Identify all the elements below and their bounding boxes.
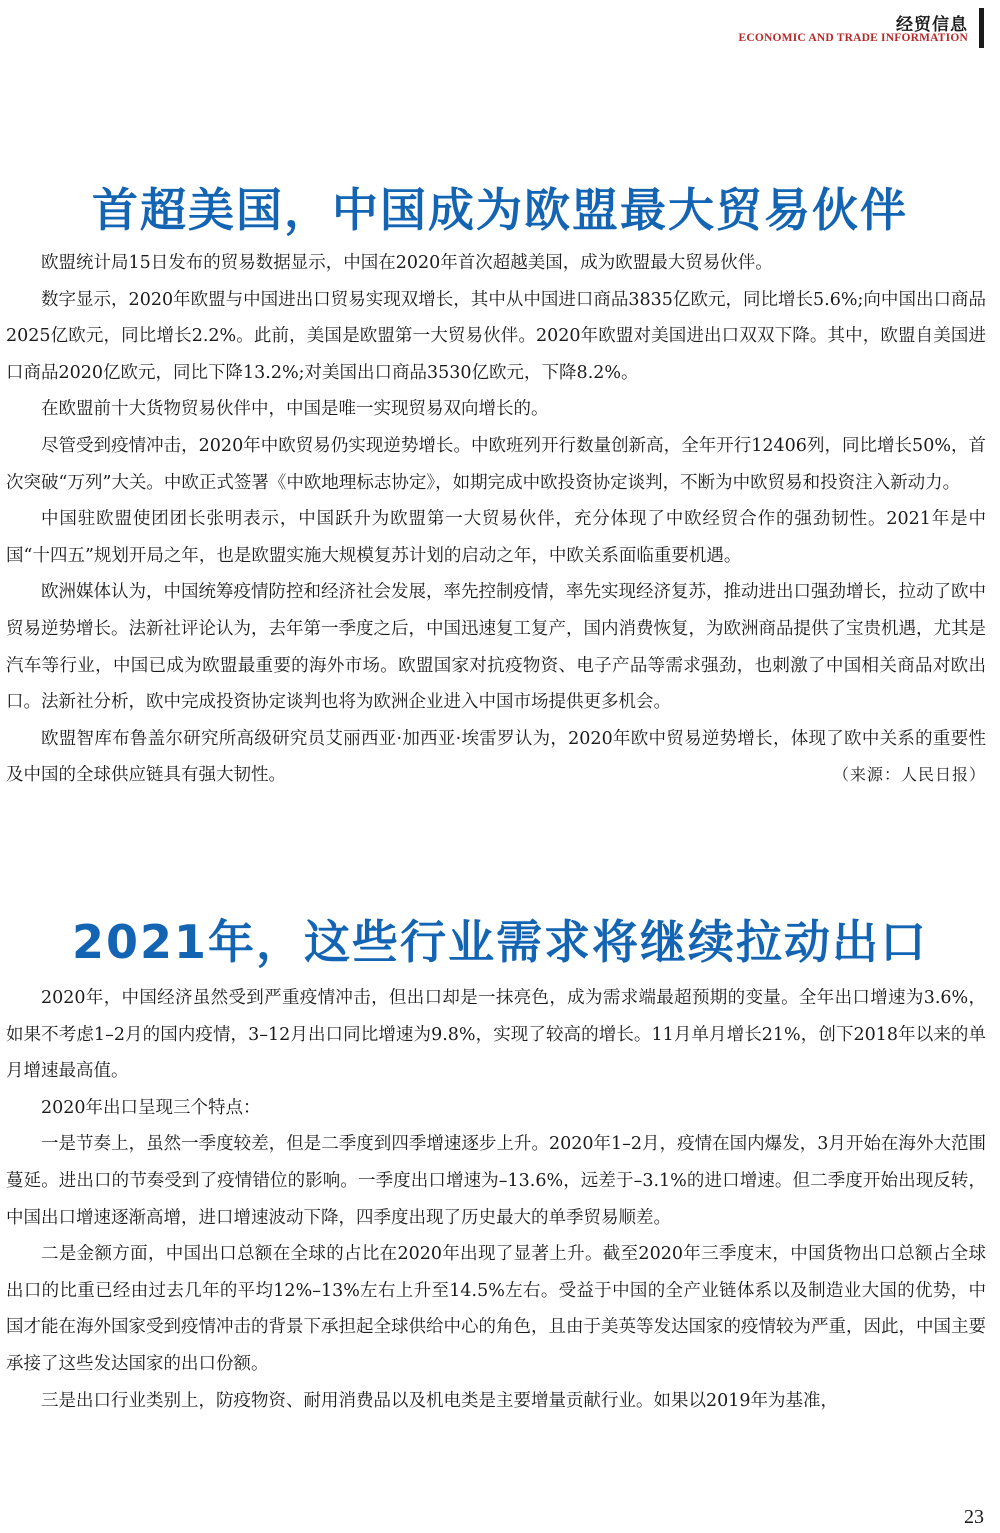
section-title-cn: 经贸信息	[896, 15, 968, 35]
article2-paragraph: 一是节奏上，虽然一季度较差，但是二季度到四季增速逐步上升。2020年1–2月，疫情在国内爆发，3月开始在海外大范围蔓延。进出口的节奏受到了疫情错位的影响。一季度出口增速为–13.6%，远差于–3.1%的进口增速。但二季度开始出现反转，中国出口增速逐渐高增，进口增速波动下降，四季度出现了历史最大的单季贸易顺差。	[6, 1134, 986, 1228]
article2-paragraph: 三是出口行业类别上，防疫物资、耐用消费品以及机电类是主要增量贡献行业。如果以2019年为基准，	[41, 1390, 839, 1411]
article1-source: （来源：人民日报）	[832, 765, 986, 785]
article2-paragraph: 2020年出口呈现三个特点：	[41, 1097, 261, 1118]
page-number: 23	[964, 1506, 984, 1528]
article2-body	[6, 980, 986, 1419]
article1-title: 首超美国，中国成为欧盟最大贸易伙伴	[92, 183, 908, 237]
article2-paragraph: 二是金额方面，中国出口总额在全球的占比在2020年出现了显著上升。截至2020年三季度末，中国货物出口总额占全球出口的比重已经由过去几年的平均12%–13%左右上升至14.5%左右。受益于中国的全产业链体系以及制造业大国的优势，中国才能在海外国家受到疫情冲击的背景下承担起全球供给中心的角色，且由于美英等发达国家的疫情较为严重，因此，中国主要承接了这些发达国家的出口份额。	[6, 1244, 986, 1374]
header-divider-bar	[979, 8, 984, 48]
article2-title: 2021年，这些行业需求将继续拉动出口	[71, 915, 929, 969]
section-title-en: ECONOMIC AND TRADE INFORMATION	[738, 32, 968, 44]
article1-body	[6, 245, 986, 794]
article1-paragraph: 尽管受到疫情冲击，2020年中欧贸易仍实现逆势增长。中欧班列开行数量创新高，全年开行12406列，同比增长50%，首次突破“万列”大关。中欧正式签署《中欧地理标志协定》，如期完成中欧投资协定谈判，不断为中欧贸易和投资注入新动力。	[6, 435, 986, 493]
article1-paragraph: 中国驻欧盟使团团长张明表示，中国跃升为欧盟第一大贸易伙伴，充分体现了中欧经贸合作的强劲韧性。2021年是中国“十四五”规划开局之年，也是欧盟实施大规模复苏计划的启动之年，中欧关系面临重要机遇。	[6, 509, 986, 566]
article1-last-paragraph	[6, 721, 986, 794]
article1-paragraph: 欧洲媒体认为，中国统筹疫情防控和经济社会发展，率先控制疫情，率先实现经济复苏，推动进出口强劲增长，拉动了欧中贸易逆势增长。法新社评论认为，去年第一季度之后，中国迅速复工复产，国内消费恢复，为欧洲商品提供了宝贵机遇，尤其是汽车等行业，中国已成为欧盟最重要的海外市场。欧盟国家对抗疫物资、电子产品等需求强劲，也刺激了中国相关商品对欧出口。法新社分析，欧中完成投资协定谈判也将为欧洲企业进入中国市场提供更多机会。	[6, 582, 986, 713]
article2-paragraph: 2020年，中国经济虽然受到严重疫情冲击，但出口却是一抹亮色，成为需求端最超预期的变量。全年出口增速为3.6%，如果不考虑1–2月的国内疫情，3–12月出口同比增速为9.8%，实现了较高的增长。11月单月增长21%，创下2018年以来的单月增速最高值。	[6, 988, 986, 1082]
article1-paragraph: 欧盟统计局15日发布的贸易数据显示，中国在2020年首次超越美国，成为欧盟最大贸易伙伴。	[41, 253, 773, 273]
page-header	[570, 8, 990, 48]
article1-paragraph-text: 欧盟智库布鲁盖尔研究所高级研究员艾丽西亚·加西亚·埃雷罗认为，2020年欧中贸易逆势增长，体现了欧中关系的重要性及中国的全球供应链具有强大韧性。	[6, 728, 986, 786]
article1-paragraph: 数字显示，2020年欧盟与中国进出口贸易实现双增长，其中从中国进口商品3835亿欧元，同比增长5.6%;向中国出口商品2025亿欧元，同比增长2.2%。此前，美国是欧盟第一大贸易伙伴。2020年欧盟对美国进出口双双下降。其中，欧盟自美国进口商品2020亿欧元，同比下降13.2%;对美国出口商品3530亿欧元，下降8.2%。	[6, 289, 986, 383]
article1-paragraph: 在欧盟前十大货物贸易伙伴中，中国是唯一实现贸易双向增长的。	[41, 399, 549, 420]
